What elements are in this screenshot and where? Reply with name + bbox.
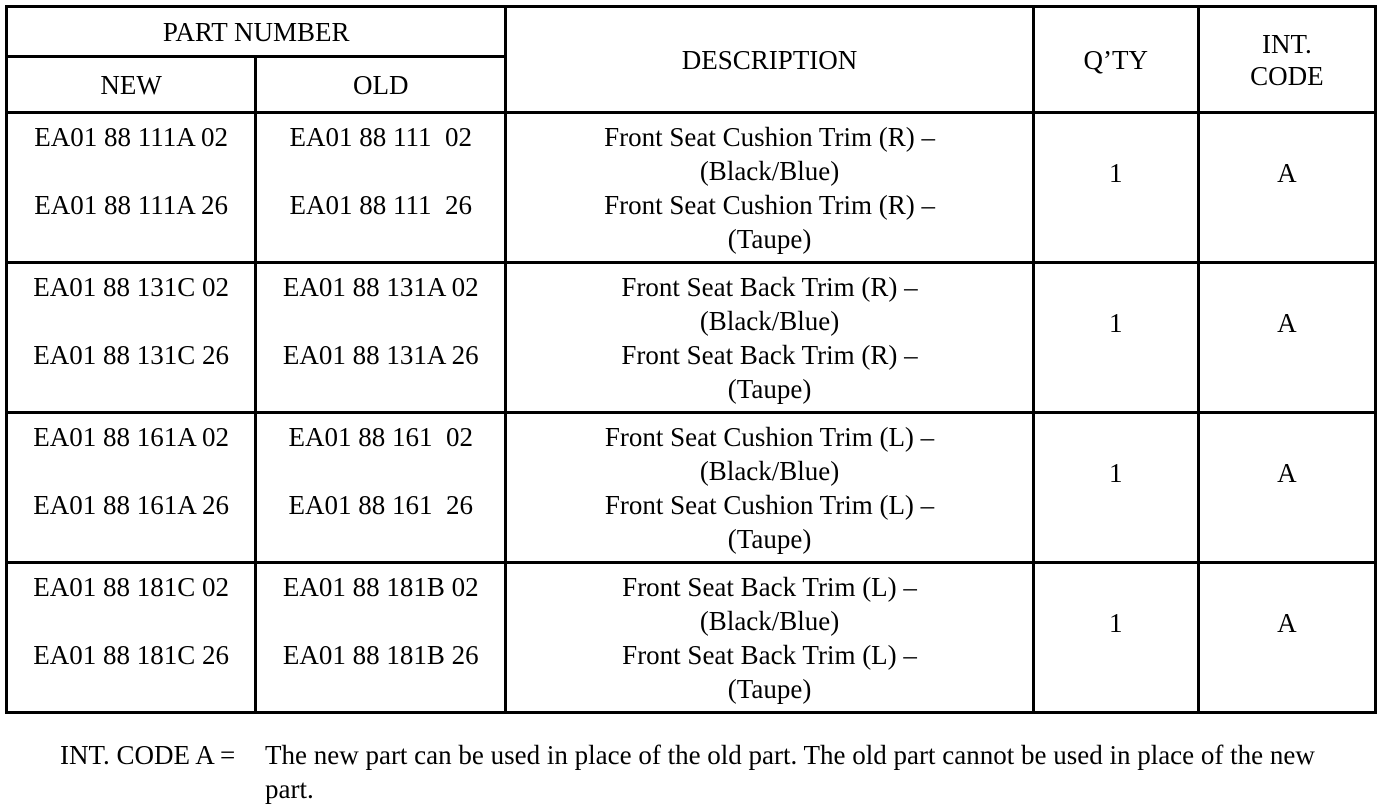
new-part-cell xyxy=(7,263,256,413)
int-code-cell xyxy=(1198,563,1375,713)
qty-value: 1 xyxy=(1109,157,1123,188)
description-line: (Black/Blue) xyxy=(699,606,840,636)
table-row xyxy=(7,413,1376,563)
header-part-number: PART NUMBER xyxy=(7,7,506,57)
description-line: (Taupe) xyxy=(727,674,812,704)
new-part-number: EA01 88 161A 02 xyxy=(33,422,229,452)
description-line: Front Seat Cushion Trim (R) – xyxy=(604,190,935,220)
description-cell xyxy=(506,413,1033,563)
int-code-cell xyxy=(1198,263,1375,413)
old-part-number: EA01 88 181B 02 xyxy=(282,572,479,602)
new-part-number: EA01 88 111A 26 xyxy=(34,190,228,220)
footnote-label: INT. CODE A = xyxy=(60,740,236,770)
description-line: (Black/Blue) xyxy=(699,306,840,336)
old-part-number: EA01 88 111 02 xyxy=(289,122,473,152)
old-part-number: EA01 88 161 02 xyxy=(288,422,474,452)
description-line: Front Seat Cushion Trim (L) – xyxy=(604,422,935,452)
description-line: (Taupe) xyxy=(727,374,812,404)
header-new: NEW xyxy=(7,57,256,113)
new-part-number: EA01 88 161A 26 xyxy=(33,490,229,520)
description-line: (Black/Blue) xyxy=(699,456,840,486)
old-part-cell xyxy=(256,113,506,263)
description-line: (Black/Blue) xyxy=(699,156,840,186)
int-code-value: A xyxy=(1277,157,1297,188)
table-row xyxy=(7,113,1376,263)
new-part-cell xyxy=(7,563,256,713)
description-line: (Taupe) xyxy=(727,224,812,254)
description-line: Front Seat Cushion Trim (R) – xyxy=(604,122,935,152)
header-int-code-line1: INT. xyxy=(1262,28,1312,59)
footnote-text: The new part can be used in place of the old part. The old part cannot be used in place of the new part. xyxy=(265,740,1315,804)
new-part-cell xyxy=(7,113,256,263)
old-part-number: EA01 88 131A 02 xyxy=(282,272,479,302)
qty-cell xyxy=(1033,263,1198,413)
header-qty: Q’TY xyxy=(1033,7,1198,113)
new-part-number: EA01 88 131C 02 xyxy=(33,272,229,302)
description-line: Front Seat Cushion Trim (L) – xyxy=(604,490,935,520)
description-cell xyxy=(506,113,1033,263)
old-part-number: EA01 88 111 26 xyxy=(289,190,473,220)
description-line: Front Seat Back Trim (L) – xyxy=(622,572,917,602)
description-cell xyxy=(506,563,1033,713)
new-part-number: EA01 88 131C 26 xyxy=(33,340,229,370)
header-int-code-line2: CODE xyxy=(1250,60,1324,91)
table-row xyxy=(7,563,1376,713)
header-description: DESCRIPTION xyxy=(506,7,1033,113)
parts-table xyxy=(5,5,1377,714)
description-line: (Taupe) xyxy=(727,524,812,554)
old-part-cell xyxy=(256,263,506,413)
int-code-value: A xyxy=(1277,307,1297,338)
int-code-value: A xyxy=(1277,607,1297,638)
qty-cell xyxy=(1033,113,1198,263)
qty-value: 1 xyxy=(1109,307,1123,338)
header-old: OLD xyxy=(256,57,506,113)
new-part-number: EA01 88 181C 26 xyxy=(33,640,229,670)
old-part-cell xyxy=(256,413,506,563)
description-cell xyxy=(506,263,1033,413)
int-code-cell xyxy=(1198,113,1375,263)
header-row-top xyxy=(7,7,1376,57)
old-part-number: EA01 88 181B 26 xyxy=(282,640,479,670)
qty-cell xyxy=(1033,563,1198,713)
qty-value: 1 xyxy=(1109,457,1123,488)
old-part-cell xyxy=(256,563,506,713)
qty-cell xyxy=(1033,413,1198,563)
old-part-number: EA01 88 161 26 xyxy=(288,490,474,520)
description-line: Front Seat Back Trim (L) – xyxy=(622,640,917,670)
new-part-cell xyxy=(7,413,256,563)
int-code-value: A xyxy=(1277,457,1297,488)
int-code-cell xyxy=(1198,413,1375,563)
table-row xyxy=(7,263,1376,413)
qty-value: 1 xyxy=(1109,607,1123,638)
new-part-number: EA01 88 181C 02 xyxy=(33,572,229,602)
description-line: Front Seat Back Trim (R) – xyxy=(621,272,918,302)
header-int-code xyxy=(1198,7,1375,113)
description-line: Front Seat Back Trim (R) – xyxy=(621,340,918,370)
new-part-number: EA01 88 111A 02 xyxy=(34,122,228,152)
old-part-number: EA01 88 131A 26 xyxy=(282,340,479,370)
